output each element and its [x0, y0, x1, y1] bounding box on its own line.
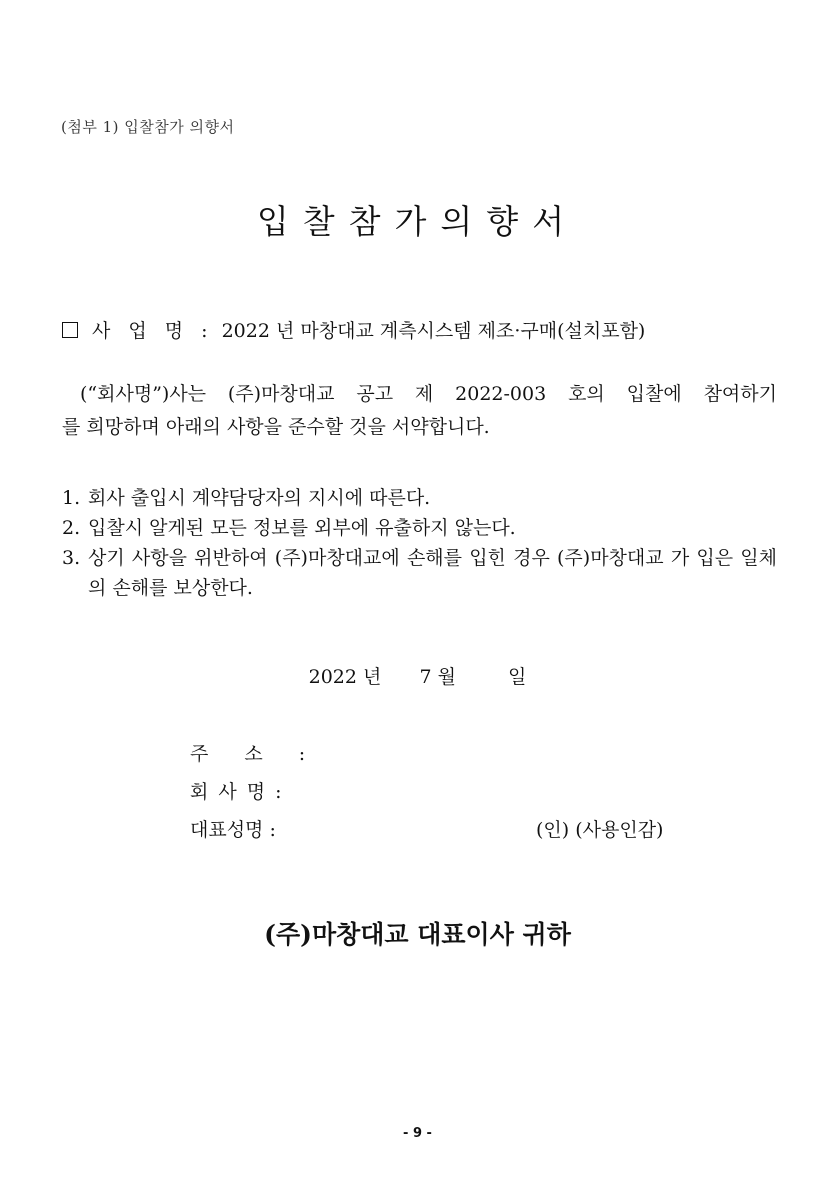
signature-fields: [190, 735, 664, 849]
project-value: 2022 년 마창대교 계측시스템 제조·구매(설치포함): [221, 320, 646, 342]
list-item-text: 회사 출입시 계약담당자의 지시에 따른다.: [88, 487, 431, 509]
address-label: 주 소 :: [190, 743, 306, 765]
page-number: - 9 -: [403, 1126, 432, 1141]
company-label: 회 사 명 :: [190, 781, 282, 803]
list-item: [62, 513, 777, 543]
date-line: [0, 662, 835, 689]
date-day: 일: [508, 666, 527, 688]
recipient: (주)마창대교 대표이사 귀하: [264, 920, 571, 949]
company-row: [190, 773, 292, 811]
list-item-number: 1.: [62, 487, 81, 509]
representative-row: [190, 811, 292, 849]
date-month: 7 월: [419, 666, 456, 688]
address-row: [190, 735, 306, 773]
project-line: [62, 316, 645, 343]
list-item: [62, 483, 777, 513]
representative-label: 대표성명 :: [190, 819, 276, 841]
date-year: 2022 년: [308, 666, 382, 688]
project-label: 사 업 명 :: [92, 320, 214, 342]
intro-line-2: 를 희망하며 아래의 사항을 준수할 것을 서약합니다.: [62, 416, 490, 438]
intro-line-1: (“회사명”)사는 (주)마창대교 공고 제 2022-003 호의 입찰에 참여하기: [80, 383, 777, 405]
seal-note: (인) (사용인감): [536, 819, 664, 841]
list-item: [62, 543, 777, 603]
pledge-list: [62, 483, 777, 603]
list-item-text: 상기 사항을 위반하여 (주)마창대교에 손해를 입힌 경우 (주)마창대교 가 입은 일체의 손해를 보상한다.: [88, 547, 777, 599]
document-title: 입찰참가의향서: [256, 202, 579, 241]
list-item-number: 3.: [62, 547, 81, 569]
list-item-number: 2.: [62, 517, 81, 539]
attachment-label: (첨부 1) 입찰참가 의향서: [61, 118, 235, 136]
intro-paragraph: [62, 378, 777, 444]
list-item-text: 입찰시 알게된 모든 정보를 외부에 유출하지 않는다.: [88, 517, 516, 539]
checkbox-icon: [62, 322, 78, 338]
